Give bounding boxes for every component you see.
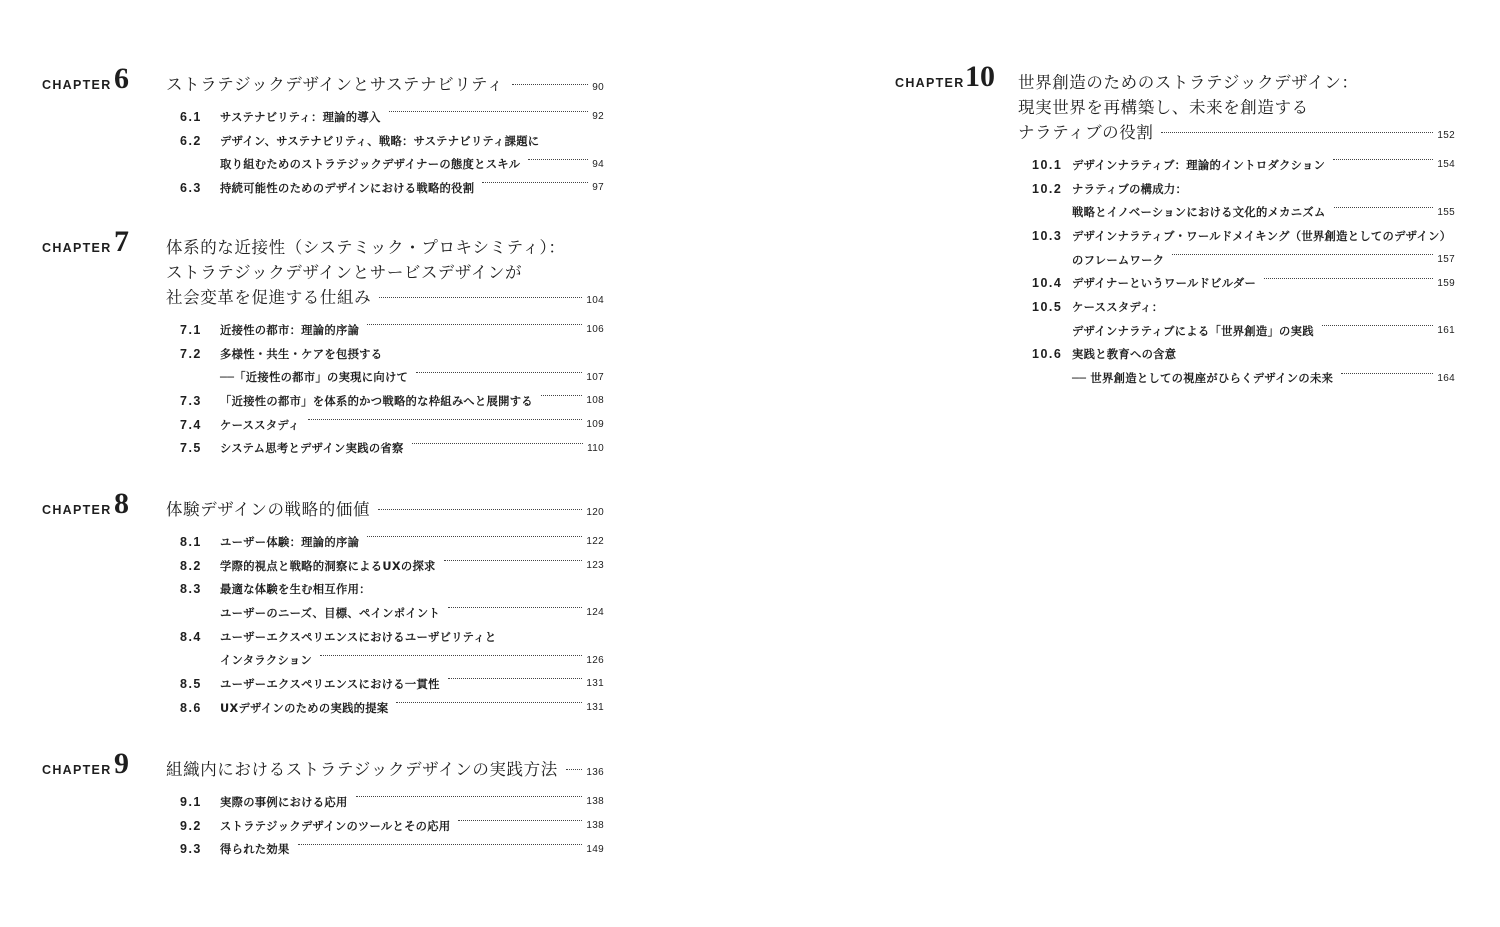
section-title: ── 世界創造としての視座がひらくデザインの未来 bbox=[1072, 372, 1334, 386]
dot-leader bbox=[320, 655, 582, 656]
section-item[interactable] bbox=[180, 577, 604, 601]
chapter-label: CHAPTER bbox=[42, 78, 112, 92]
section-item[interactable] bbox=[180, 554, 604, 578]
section-number: 8.6 bbox=[180, 700, 202, 715]
section-page-number: 164 bbox=[1437, 372, 1455, 384]
section-page-number: 97 bbox=[592, 182, 604, 194]
chapter-block bbox=[42, 225, 604, 456]
section-item[interactable] bbox=[180, 105, 604, 129]
section-number: 10.6 bbox=[1032, 347, 1063, 362]
section-item[interactable] bbox=[180, 837, 604, 861]
dot-leader bbox=[367, 324, 582, 325]
section-number: 9.1 bbox=[180, 794, 202, 809]
section-title: のフレームワーク bbox=[1072, 253, 1165, 267]
dot-leader bbox=[482, 182, 588, 183]
section-page-number: 138 bbox=[586, 820, 604, 832]
dot-leader bbox=[378, 509, 582, 510]
section-page-number: 109 bbox=[586, 419, 604, 431]
section-item[interactable] bbox=[180, 696, 604, 720]
section-title: デザインナラティブによる「世界創造」の実践 bbox=[1072, 324, 1314, 338]
section-item[interactable] bbox=[180, 790, 604, 814]
chapter-title-line bbox=[1018, 70, 1455, 95]
section-item[interactable] bbox=[1032, 177, 1455, 201]
section-title: ストラテジックデザインのツールとその応用 bbox=[220, 819, 451, 833]
dot-leader bbox=[528, 159, 588, 160]
section-number: 9.2 bbox=[180, 818, 202, 833]
section-number: 7.1 bbox=[180, 322, 202, 337]
chapter-title bbox=[1018, 70, 1455, 148]
dot-leader bbox=[512, 84, 588, 85]
chapter-title-text: ナラティブの役割 bbox=[1018, 123, 1154, 142]
dot-leader bbox=[356, 796, 583, 797]
section-page-number: 131 bbox=[586, 678, 604, 690]
dot-leader bbox=[412, 443, 584, 444]
section-page-number: 108 bbox=[586, 395, 604, 407]
chapter-title-line bbox=[1018, 120, 1455, 148]
chapter-heading bbox=[42, 62, 604, 96]
dot-leader bbox=[541, 395, 583, 396]
section-page-number: 155 bbox=[1437, 206, 1455, 218]
chapter-title-text: 世界創造のためのストラテジックデザイン： bbox=[1018, 73, 1359, 92]
section-title: ──「近接性の都市」の実現に向けて bbox=[220, 371, 409, 385]
section-page-number: 126 bbox=[586, 654, 604, 666]
chapter-heading bbox=[895, 60, 1455, 142]
chapter-page-number: 120 bbox=[586, 507, 604, 518]
section-title: UXデザインのための実践的提案 bbox=[220, 701, 389, 715]
section-item[interactable] bbox=[1032, 271, 1455, 295]
section-page-number: 159 bbox=[1437, 277, 1455, 289]
section-page-number: 161 bbox=[1437, 325, 1455, 337]
section-list bbox=[180, 790, 604, 861]
dot-leader bbox=[308, 419, 583, 420]
section-page-number: 107 bbox=[586, 371, 604, 383]
section-number: 10.5 bbox=[1032, 299, 1063, 314]
chapter-number: 7 bbox=[114, 225, 129, 258]
section-number: 10.1 bbox=[1032, 157, 1063, 172]
chapter-title-line bbox=[166, 72, 604, 100]
section-item[interactable] bbox=[1032, 200, 1455, 224]
section-page-number: 110 bbox=[587, 442, 604, 454]
chapter-title-text: 組織内におけるストラテジックデザインの実践方法 bbox=[166, 760, 558, 779]
section-title: ユーザー体験：理論的序論 bbox=[220, 535, 360, 549]
section-page-number: 94 bbox=[592, 158, 604, 170]
section-item[interactable] bbox=[1032, 153, 1455, 177]
section-number: 7.4 bbox=[180, 417, 202, 432]
chapter-heading bbox=[42, 747, 604, 781]
dot-leader bbox=[1341, 373, 1433, 374]
dot-leader bbox=[379, 297, 582, 298]
section-number: 8.3 bbox=[180, 582, 202, 597]
dot-leader bbox=[566, 769, 583, 770]
chapter-title bbox=[166, 757, 604, 785]
chapter-block bbox=[42, 487, 604, 715]
dot-leader bbox=[1334, 207, 1434, 208]
section-number: 7.5 bbox=[180, 441, 202, 456]
section-title: 持続可能性のためのデザインにおける戦略的役割 bbox=[220, 181, 475, 195]
chapter-number: 6 bbox=[114, 62, 129, 95]
section-title: 「近接性の都市」を体系的かつ戦略的な枠組みへと展開する bbox=[220, 394, 533, 408]
chapter-title bbox=[166, 235, 604, 313]
chapter-heading bbox=[42, 225, 604, 307]
chapter-title-text: ストラテジックデザインとサービスデザインが bbox=[166, 263, 523, 282]
section-item[interactable] bbox=[180, 625, 604, 649]
dot-leader bbox=[416, 372, 582, 373]
section-page-number: 149 bbox=[586, 843, 604, 855]
section-number: 6.2 bbox=[180, 133, 202, 148]
chapter-block bbox=[42, 747, 604, 857]
section-item[interactable] bbox=[1032, 366, 1455, 390]
chapter-number: 8 bbox=[114, 487, 129, 520]
dot-leader bbox=[1333, 159, 1433, 160]
section-title: 取り組むためのストラテジックデザイナーの態度とスキル bbox=[220, 158, 521, 172]
dot-leader bbox=[1161, 132, 1433, 133]
section-title: 学際的視点と戦略的洞察によるUXの探求 bbox=[220, 559, 436, 573]
section-title: 戦略とイノベーションにおける文化的メカニズム bbox=[1072, 206, 1326, 220]
section-item[interactable] bbox=[180, 814, 604, 838]
chapter-number: 9 bbox=[114, 747, 129, 780]
section-page-number: 124 bbox=[586, 607, 604, 619]
section-page-number: 154 bbox=[1437, 159, 1455, 171]
chapter-title bbox=[166, 497, 604, 525]
dot-leader bbox=[1264, 278, 1433, 279]
section-number: 10.3 bbox=[1032, 228, 1063, 243]
dot-leader bbox=[448, 678, 583, 679]
section-page-number: 123 bbox=[586, 560, 604, 572]
section-item[interactable] bbox=[180, 530, 604, 554]
section-item[interactable] bbox=[180, 389, 604, 413]
chapter-title-text: 現実世界を再構築し、未来を創造する bbox=[1018, 98, 1309, 117]
section-title: 実践と教育への含意 bbox=[1072, 348, 1177, 362]
section-number: 9.3 bbox=[180, 842, 202, 857]
section-page-number: 157 bbox=[1437, 254, 1455, 266]
section-title: デザイナーというワールドビルダー bbox=[1072, 277, 1257, 291]
section-item[interactable] bbox=[1032, 248, 1455, 272]
section-page-number: 106 bbox=[586, 324, 604, 336]
chapter-title-line bbox=[166, 497, 604, 525]
chapter-title-line bbox=[166, 260, 604, 285]
chapter-label: CHAPTER bbox=[42, 503, 112, 517]
section-number: 8.2 bbox=[180, 558, 202, 573]
chapter-page-number: 136 bbox=[586, 767, 604, 778]
section-title: デザインナラティブ・ワールドメイキング（世界創造としてのデザイン） bbox=[1072, 229, 1452, 243]
section-page-number: 131 bbox=[586, 702, 604, 714]
section-title: デザインナラティブ：理論的イントロダクション bbox=[1072, 158, 1326, 172]
dot-leader bbox=[448, 607, 582, 608]
section-number: 6.3 bbox=[180, 180, 202, 195]
section-item[interactable] bbox=[180, 318, 604, 342]
section-title: 多様性・共生・ケアを包摂する bbox=[220, 347, 383, 361]
dot-leader bbox=[396, 702, 582, 703]
chapter-label: CHAPTER bbox=[895, 76, 965, 90]
section-item[interactable] bbox=[180, 152, 604, 176]
section-list bbox=[180, 105, 604, 200]
section-number: 8.4 bbox=[180, 629, 202, 644]
section-number: 8.1 bbox=[180, 534, 202, 549]
section-title: ケーススタディ： bbox=[1072, 300, 1164, 314]
section-title: 得られた効果 bbox=[220, 843, 290, 857]
section-item[interactable] bbox=[180, 672, 604, 696]
section-title: サステナビリティ：理論的導入 bbox=[220, 110, 381, 124]
chapter-label: CHAPTER bbox=[42, 763, 112, 777]
chapter-label: CHAPTER bbox=[42, 241, 112, 255]
chapter-page-number: 152 bbox=[1437, 130, 1455, 141]
chapter-title-text: ストラテジックデザインとサステナビリティ bbox=[166, 75, 504, 94]
dot-leader bbox=[458, 820, 582, 821]
section-title: 近接性の都市：理論的序論 bbox=[220, 323, 360, 337]
dot-leader bbox=[444, 560, 583, 561]
dot-leader bbox=[1172, 254, 1433, 255]
chapter-heading bbox=[42, 487, 604, 521]
chapter-title-text: 体系的な近接性（システミック・プロキシミティ）： bbox=[166, 238, 566, 257]
section-item[interactable] bbox=[180, 365, 604, 389]
chapter-number: 10 bbox=[965, 60, 995, 93]
section-number: 7.2 bbox=[180, 346, 202, 361]
section-item[interactable] bbox=[1032, 295, 1455, 319]
section-item[interactable] bbox=[180, 601, 604, 625]
section-item[interactable] bbox=[180, 342, 604, 366]
dot-leader bbox=[367, 536, 582, 537]
section-number: 8.5 bbox=[180, 676, 202, 691]
section-title: 実際の事例における応用 bbox=[220, 795, 348, 809]
section-item[interactable] bbox=[180, 413, 604, 437]
section-title: ナラティブの構成力： bbox=[1072, 182, 1188, 196]
section-title: ユーザーのニーズ、目標、ペインポイント bbox=[220, 606, 441, 620]
section-title: ユーザーエクスペリエンスにおけるユーザビリティと bbox=[220, 630, 497, 644]
chapter-title-text: 体験デザインの戦略的価値 bbox=[166, 500, 371, 519]
section-item[interactable] bbox=[180, 436, 604, 460]
section-title: インタラクション bbox=[220, 654, 313, 668]
chapter-title-text: 社会変革を促進する仕組み bbox=[166, 288, 372, 307]
section-number: 7.3 bbox=[180, 393, 202, 408]
dot-leader bbox=[298, 844, 583, 845]
section-title: ケーススタディ bbox=[220, 418, 300, 432]
section-item[interactable] bbox=[1032, 224, 1455, 248]
chapter-title-line bbox=[166, 285, 604, 313]
section-title: システム思考とデザイン実践の省察 bbox=[220, 442, 404, 456]
dot-leader bbox=[389, 111, 589, 112]
section-title: ユーザーエクスペリエンスにおける一貫性 bbox=[220, 677, 440, 691]
chapter-page-number: 90 bbox=[592, 82, 604, 93]
section-list bbox=[1032, 153, 1455, 390]
section-number: 10.2 bbox=[1032, 181, 1063, 196]
section-page-number: 138 bbox=[586, 796, 604, 808]
section-item[interactable] bbox=[1032, 343, 1455, 367]
chapter-title-line bbox=[166, 235, 604, 260]
chapter-title-line bbox=[166, 757, 604, 785]
chapter-page-number: 104 bbox=[586, 295, 604, 306]
section-page-number: 92 bbox=[592, 111, 604, 123]
section-item[interactable] bbox=[180, 648, 604, 672]
section-list bbox=[180, 318, 604, 460]
section-number: 6.1 bbox=[180, 109, 202, 124]
dot-leader bbox=[1322, 325, 1434, 326]
section-item[interactable] bbox=[180, 129, 604, 153]
section-list bbox=[180, 530, 604, 720]
chapter-title-line bbox=[1018, 95, 1455, 120]
chapter-title bbox=[166, 72, 604, 100]
section-title: 最適な体験を生む相互作用： bbox=[220, 583, 371, 597]
section-number: 10.4 bbox=[1032, 276, 1063, 291]
section-title: デザイン、サステナビリティ、戦略：サステナビリティ課題に bbox=[220, 134, 540, 148]
chapter-block bbox=[42, 62, 604, 195]
section-page-number: 122 bbox=[586, 536, 604, 548]
section-item[interactable] bbox=[180, 176, 604, 200]
section-item[interactable] bbox=[1032, 319, 1455, 343]
chapter-block bbox=[895, 60, 1455, 386]
